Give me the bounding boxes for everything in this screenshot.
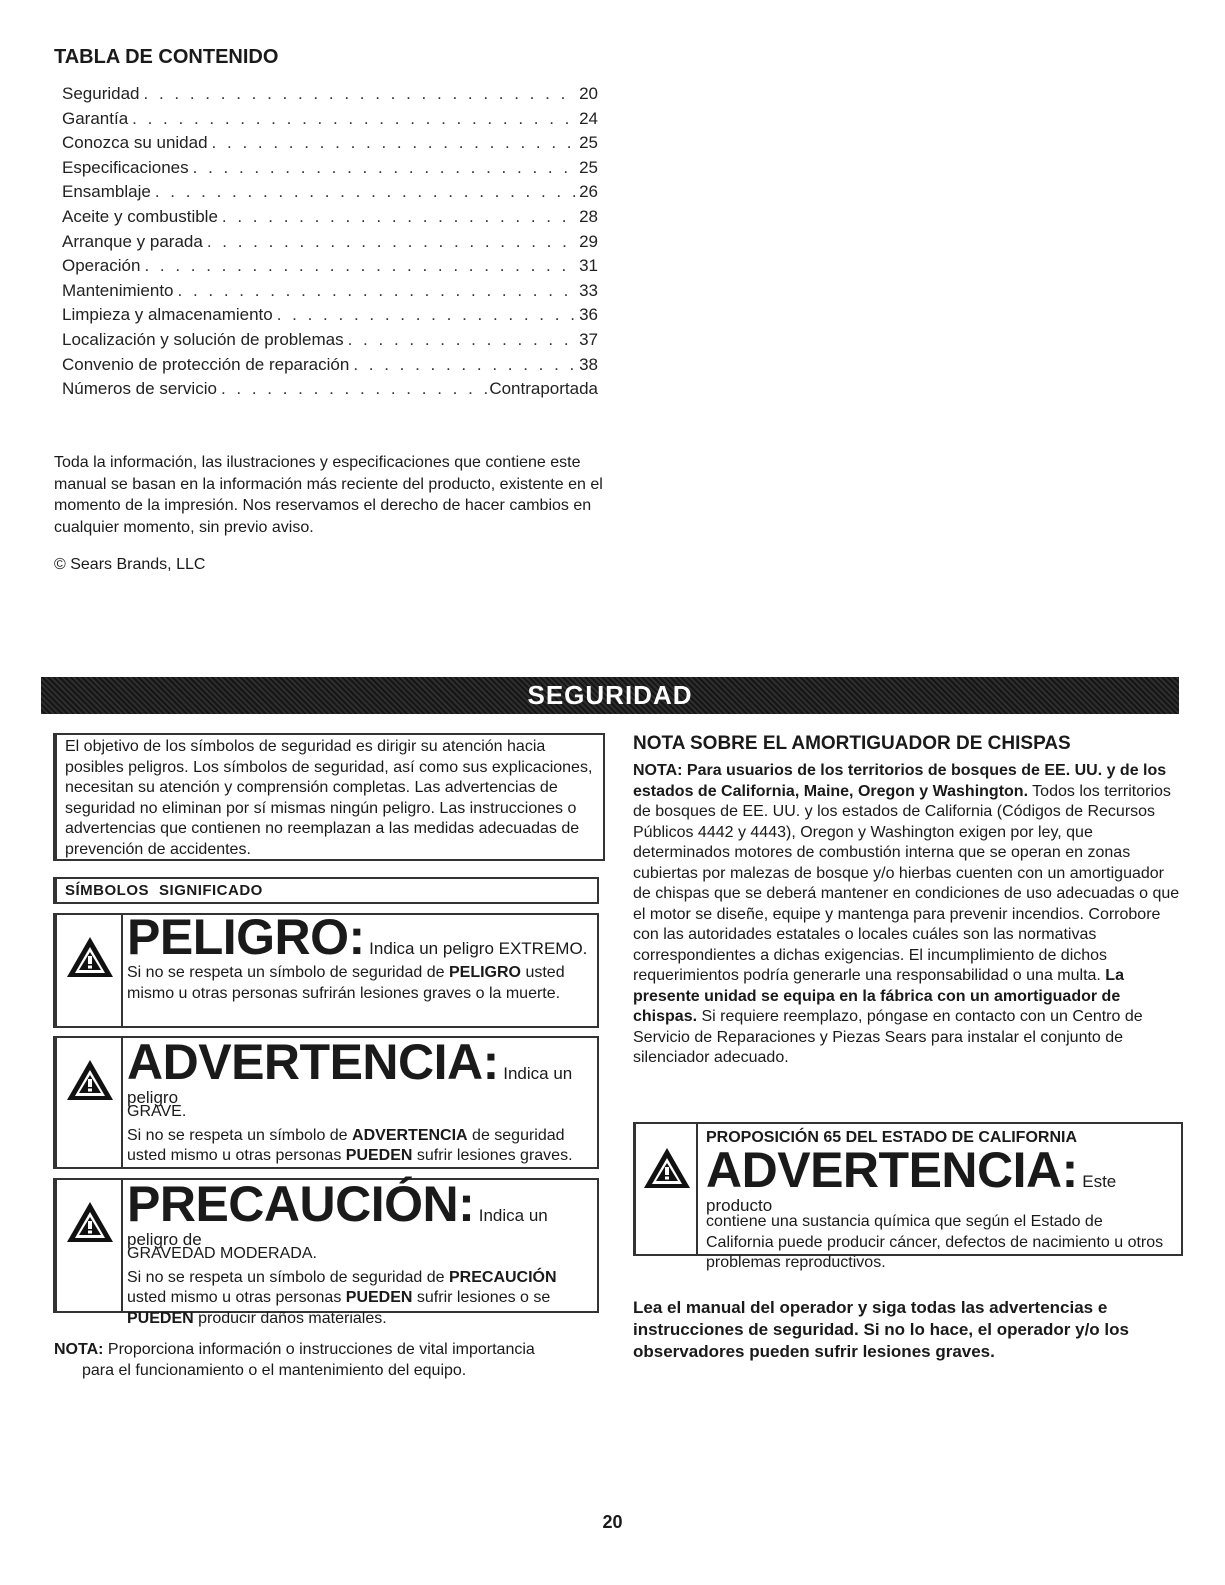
toc-entry[interactable] — [62, 107, 598, 132]
toc-entry-page: 33 — [579, 280, 598, 300]
toc-leader — [144, 82, 578, 106]
toc-entry-page: 28 — [579, 206, 598, 226]
advertencia-body — [127, 1034, 589, 1167]
spark-arrester-title: NOTA SOBRE EL AMORTIGUADOR DE CHISPAS — [633, 733, 1071, 754]
warning-triangle-icon — [65, 1200, 115, 1244]
peligro-box — [53, 909, 599, 1028]
toc-entry-label: Operación — [62, 256, 141, 276]
section-bar — [41, 677, 1179, 714]
toc-entry-page: 25 — [579, 157, 598, 177]
prop65-text: contiene una sustancia química que según el Estado de California puede producir cáncer, defectos de nacimiento u otros problemas reproductivos. — [706, 1213, 1164, 1271]
peligro-word: PELIGRO: — [127, 909, 365, 965]
toc-entry[interactable] — [62, 377, 598, 402]
prop65-sub: Este producto — [706, 1172, 1117, 1215]
toc-entry-page: 24 — [579, 108, 598, 128]
toc-leader — [348, 328, 577, 352]
peligro-body — [127, 909, 589, 1004]
toc-entry-label: Aceite y combustible — [62, 206, 218, 226]
toc-entry-label: Convenio de protección de reparación — [62, 354, 350, 374]
toc-entry-label: Garantía — [62, 108, 129, 128]
nota-text: Proporciona información o instrucciones de vital importancia — [103, 1341, 535, 1358]
toc-entry-label: Arranque y parada — [62, 231, 203, 251]
spark-text-2: Si requiere reemplazo, póngase en contacto con un Centro de Servicio de Reparaciones y Piezas Sears para instalar el conjunto de silenciador adecuado. — [633, 1008, 1143, 1066]
spark-bold-intro: NOTA: Para usuarios de los territorios de bosques de EE. UU. y de los estados de California, Maine, Oregon y Washington. — [633, 762, 1167, 800]
toc-leader — [222, 205, 577, 229]
spark-arrester-body — [633, 761, 1181, 1069]
advertencia-sub: Indica un peligro — [127, 1064, 573, 1107]
toc-entry[interactable] — [62, 230, 598, 255]
spark-bold-2: La presente unidad se equipa en la fábrica con un amortiguador de chispas. — [633, 967, 1124, 1025]
toc-entry[interactable] — [62, 156, 598, 181]
toc-entry-label: Localización y solución de problemas — [62, 329, 344, 349]
prop65-header: PROPOSICIÓN 65 DEL ESTADO DE CALIFORNIA — [706, 1129, 1078, 1146]
toc-entry-page: 38 — [579, 354, 598, 374]
prop65-body — [706, 1128, 1173, 1274]
toc-title: TABLA DE CONTENIDO — [54, 46, 279, 68]
toc-entry[interactable] — [62, 328, 598, 353]
toc-entry-page: Contraportada — [489, 379, 598, 399]
toc-leader — [221, 377, 487, 401]
precaucion-box — [53, 1176, 599, 1327]
toc-entry-page: 26 — [579, 182, 598, 202]
toc-entry-label: Números de servicio — [62, 379, 217, 399]
warning-triangle-icon — [65, 1058, 115, 1102]
precaucion-body — [127, 1176, 589, 1329]
toc-leader — [155, 180, 577, 204]
toc-leader — [277, 303, 577, 327]
toc-entry-label: Especificaciones — [62, 157, 189, 177]
toc-entry[interactable] — [62, 180, 598, 205]
toc-entry[interactable] — [62, 82, 598, 107]
advertencia-sub2: GRAVE. — [127, 1103, 187, 1120]
toc-entry-page: 29 — [579, 231, 598, 251]
toc-entry-page: 20 — [579, 84, 598, 103]
toc-leader — [178, 279, 578, 303]
toc-entry-label: Mantenimiento — [62, 280, 174, 300]
toc-entry[interactable] — [62, 131, 598, 156]
precaucion-text: Si no se respeta un símbolo de seguridad de PRECAUCIÓN usted mismo u otras personas PUEDEN sufrir lesiones o se PUEDEN producir daños materiales. — [127, 1268, 557, 1327]
precaucion-word: PRECAUCIÓN: — [127, 1176, 475, 1232]
toc-leader — [144, 254, 577, 278]
peligro-text: Si no se respeta un símbolo de seguridad de PELIGRO usted mismo u otras personas sufrirán lesiones graves o la muerte. — [127, 964, 565, 1002]
toc-entry[interactable] — [62, 279, 598, 304]
spark-text-1: Todos los territorios de bosques de EE. UU. y los estados de California (Códigos de Recursos Públicos 4442 y 4443), Oregon y Washington exigen por ley, que determinados motores de combustión interna que se operan en zonas cubiertas por malezas de bosque y/o hierbas cuenten con un amortiguador de chispas que se deberá mantener en condiciones de uso adecuadas o que el motor se diseñe, equipe y mantenga para prevenir incendios. Corrobore con las autoridades estatales o locales cuáles son las normativas correspondientes a dichas exigencias. El incumplimiento de dichos requerimientos podría generarle una responsabilidad o una multa. — [633, 782, 1180, 984]
toc-leader — [132, 107, 577, 131]
nota-label: NOTA: — [54, 1341, 104, 1358]
read-manual-warning: Lea el manual del operador y siga todas las advertencias e instrucciones de seguridad. Si no lo hace, el operador y/o los observadores pueden sufrir lesiones graves. — [633, 1298, 1129, 1361]
precaucion-icon-cell — [57, 1180, 123, 1311]
toc-entry-page: 37 — [579, 329, 598, 349]
toc-entry-page: 31 — [579, 256, 598, 276]
toc-entry[interactable] — [62, 303, 598, 328]
intro-paragraph: Toda la información, las ilustraciones y especificaciones que contiene este manual se basan en la información más reciente del producto, existente en el momento de la impresión. Nos reservamos el derecho de hacer cambios en cualquier momento, sin previo aviso. — [54, 454, 603, 536]
warning-triangle-icon — [642, 1146, 692, 1190]
toc-entry-label: Conozca su unidad — [62, 133, 208, 153]
toc-leader — [212, 131, 578, 155]
toc-entry-page: 36 — [579, 305, 598, 325]
advertencia-text: Si no se respeta un símbolo de ADVERTENCIA de seguridad usted mismo u otras personas PUEDEN sufrir lesiones graves. — [127, 1126, 573, 1164]
toc-leader — [207, 230, 577, 254]
nota-text-2: para el funcionamiento o el mantenimiento del equipo. — [82, 1362, 467, 1379]
toc-entry-label: Limpieza y almacenamiento — [62, 305, 273, 325]
prop65-box — [633, 1122, 1183, 1271]
toc-entry[interactable] — [62, 254, 598, 279]
toc-leader — [353, 353, 577, 377]
toc-list — [62, 82, 598, 402]
toc-entry[interactable] — [62, 205, 598, 230]
symbols-col-label: SÍMBOLOS — [65, 882, 150, 899]
objective-box: El objetivo de los símbolos de seguridad es dirigir su atención hacia posibles peligros. Los símbolos de seguridad, así como sus explicaciones, necesitan su atención y comprensión completas. Las advertencias de seguridad no eliminan por sí mismas ningún peligro. Las instrucciones o advertencias que contienen no reemplazan a las medidas adecuadas de prevención de accidentes. — [53, 733, 605, 861]
peligro-icon-cell — [57, 915, 123, 1026]
advertencia-box — [53, 1036, 599, 1169]
copyright: © Sears Brands, LLC — [54, 556, 206, 573]
section-title: SEGURIDAD — [527, 680, 693, 710]
toc-entry-label: Seguridad — [62, 84, 140, 103]
peligro-sub: Indica un peligro EXTREMO. — [369, 939, 588, 958]
toc-entry[interactable] — [62, 353, 598, 378]
advertencia-icon-cell — [57, 1038, 123, 1167]
precaucion-sub: Indica un peligro de — [127, 1206, 548, 1249]
toc-entry-label: Ensamblaje — [62, 182, 151, 202]
prop65-icon-cell — [636, 1124, 698, 1254]
warning-triangle-icon — [65, 935, 115, 979]
toc-leader — [193, 156, 577, 180]
toc-entry-page: 25 — [579, 133, 598, 153]
meaning-col-label: SIGNIFICADO — [159, 882, 263, 899]
nota-note — [54, 1339, 604, 1381]
prop65-word: ADVERTENCIA: — [706, 1142, 1078, 1198]
page-number: 20 — [602, 1512, 623, 1532]
advertencia-word: ADVERTENCIA: — [127, 1034, 499, 1090]
symbols-header — [53, 877, 599, 904]
precaucion-sub2: GRAVEDAD MODERADA. — [127, 1245, 317, 1262]
